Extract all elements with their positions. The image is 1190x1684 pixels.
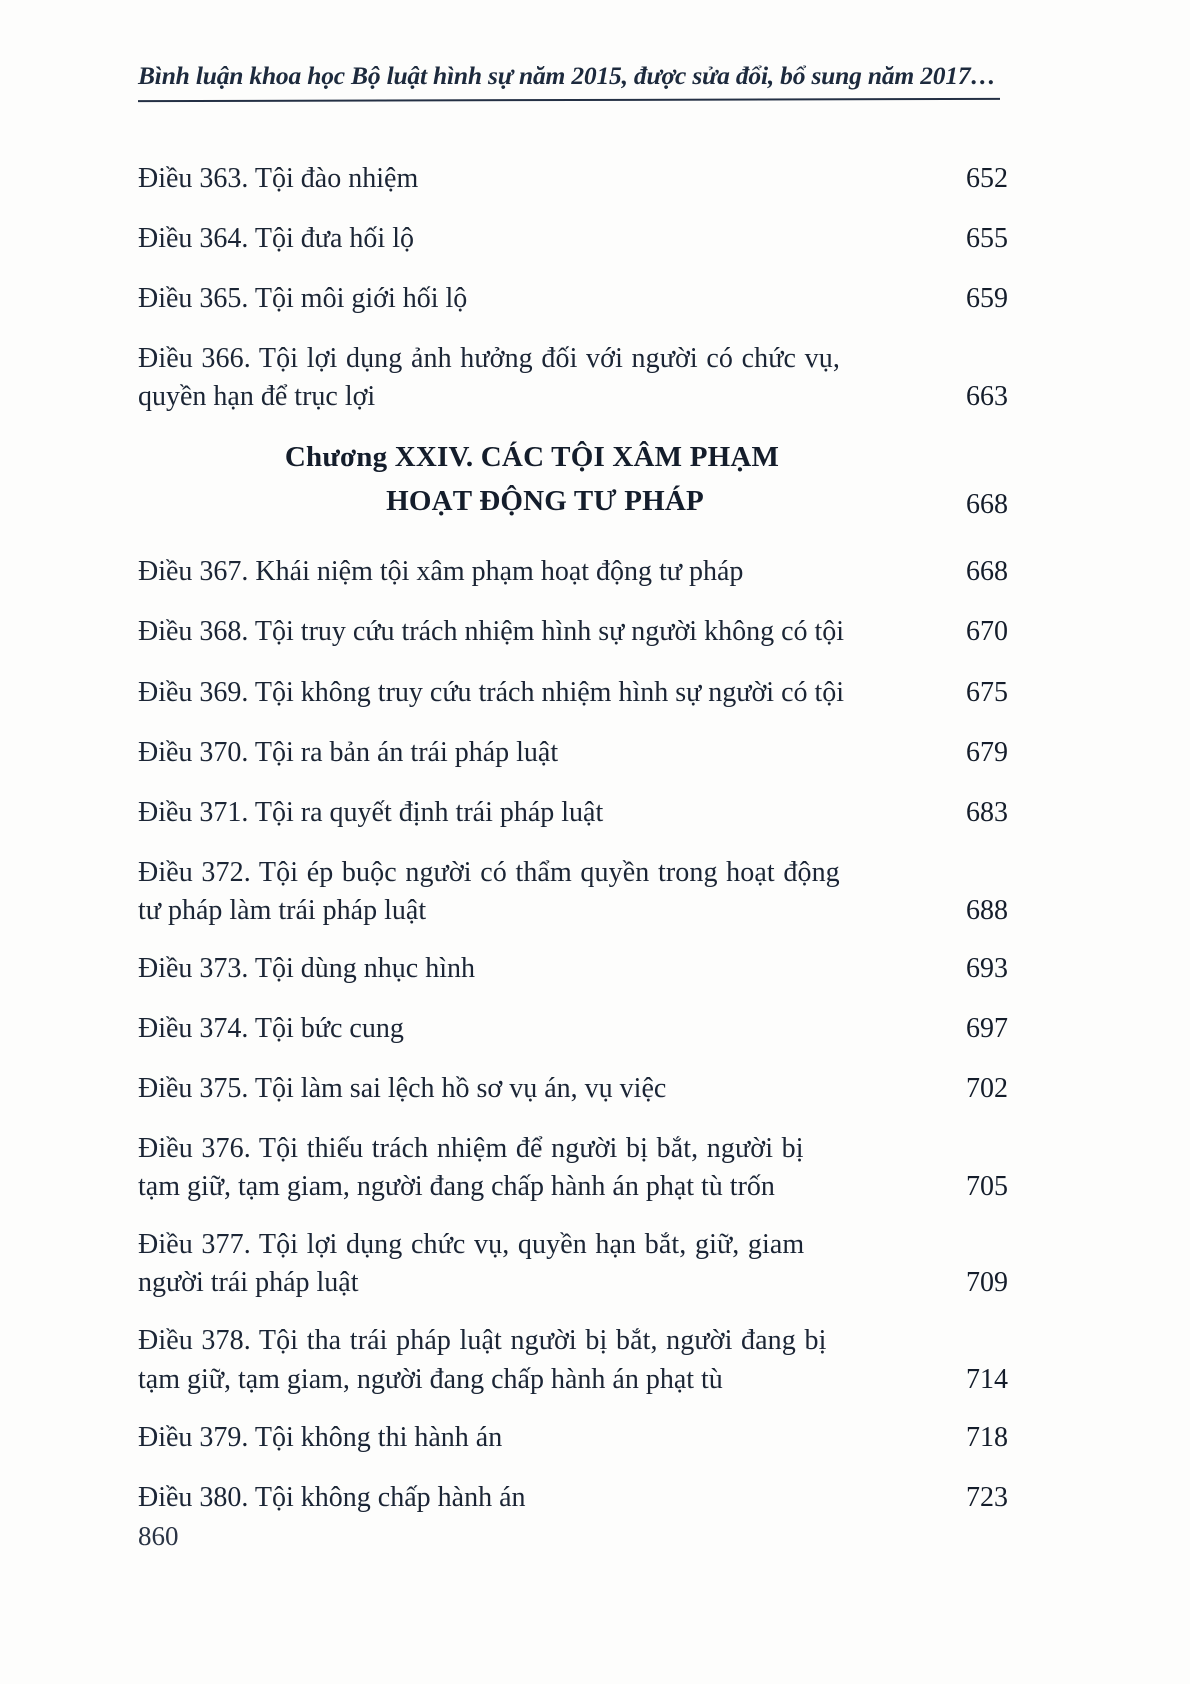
folio-page-number: 860 [138,1521,179,1551]
toc-entry-title-line1: Điều 377. Tội lợi dụng chức vụ, quyền hạn bắt, giữ, giam [138,1229,805,1261]
toc-entry-page: 714 [966,1363,1008,1395]
toc-entry-page: 663 [966,381,1008,413]
chapter-heading-page: 668 [966,489,1008,521]
toc-entry[interactable] [138,1226,1008,1302]
toc-entry-page: 668 [966,556,1008,588]
toc-entry-page: 718 [966,1421,1008,1453]
toc-entry-page: 679 [966,736,1008,768]
toc-entry-title: Điều 371. Tội ra quyết định trái pháp luật [138,796,604,828]
toc-entry-title-line2: tạm giữ, tạm giam, người đang chấp hành án phạt tù [138,1363,723,1395]
toc-entry-page: 702 [966,1073,1008,1105]
toc-entry-page: 697 [966,1013,1008,1045]
toc-entry-title: Điều 370. Tội ra bản án trái pháp luật [138,736,559,768]
toc-entry-title-line1: Điều 376. Tội thiếu trách nhiệm để người bị bắt, người bị [138,1133,804,1165]
toc-entry[interactable] [138,1479,1008,1517]
toc-entry[interactable] [138,734,1008,772]
toc-entry-title: Điều 363. Tội đào nhiệm [138,163,419,194]
toc-entry-page: 723 [966,1481,1008,1513]
toc-entry-title: Điều 369. Tội không truy cứu trách nhiệm hình sự người có tội [138,676,845,708]
toc-entry-title: Điều 365. Tội môi giới hối lộ [138,283,468,315]
chapter-heading-line1: Chương XXIV. CÁC TỘI XÂM PHẠM [284,441,780,474]
toc-entry-page: 705 [966,1171,1008,1203]
toc-entry[interactable] [138,613,1008,651]
toc-entry[interactable] [138,160,1008,198]
chapter-heading-lines [138,436,936,523]
toc-entry-title: Điều 364. Tội đưa hối lộ [138,223,414,255]
toc-entry-page: 675 [966,676,1008,708]
toc-entry-title [138,340,926,416]
toc-entry-title: Điều 373. Tội dùng nhục hình [138,952,476,984]
toc-entry-title-line1: Điều 366. Tội lợi dụng ảnh hưởng đối với người có chức vụ, [138,343,840,375]
toc-entry-title: Điều 367. Khái niệm tội xâm phạm hoạt động tư pháp [138,556,744,588]
toc-entry[interactable] [138,854,1008,930]
toc-entry-page: 683 [966,796,1008,828]
running-head-rule [138,98,1000,102]
toc-entry[interactable] [138,1070,1008,1108]
toc-entry[interactable] [138,280,1008,318]
toc-entry-page: 709 [966,1267,1008,1299]
toc-entry-page: 652 [966,163,1008,194]
toc-entry[interactable] [138,1010,1008,1048]
toc-entry-page: 659 [966,283,1008,315]
toc-entry[interactable] [138,1130,1008,1206]
toc-entry[interactable] [138,794,1008,832]
toc-entry-title-line2: tạm giữ, tạm giam, người đang chấp hành án phạt tù trốn [138,1171,775,1203]
toc-entry-title-line1: Điều 378. Tội tha trái pháp luật người bị bắt, người đang bị [138,1325,827,1357]
toc-entry-title [138,1322,926,1398]
chapter-heading[interactable] [138,436,1008,523]
toc-entry[interactable] [138,553,1008,591]
toc-entry-title: Điều 375. Tội làm sai lệch hồ sơ vụ án, vụ việc [138,1073,667,1105]
toc-entry-page: 670 [966,616,1008,648]
toc-entry-page: 688 [966,894,1008,926]
toc-entry-title: Điều 368. Tội truy cứu trách nhiệm hình sự người không có tội [138,616,845,648]
toc-entry-title [138,854,926,930]
toc-entry-title-line2: tư pháp làm trái pháp luật [138,894,427,926]
toc-entry-title: Điều 379. Tội không thi hành án [138,1421,503,1453]
toc-entry-title [138,1226,926,1302]
chapter-heading-line2: HOẠT ĐỘNG TƯ PHÁP [386,484,704,517]
toc-entry-title: Điều 380. Tội không chấp hành án [138,1481,526,1513]
toc-entry-title: Điều 374. Tội bức cung [138,1013,404,1045]
toc-entry[interactable] [138,220,1008,258]
toc-entry-title-line2: người trái pháp luật [138,1267,359,1299]
toc-entry-title-line2: quyền hạn để trục lợi [138,381,376,413]
running-head-title: Bình luận khoa học Bộ luật hình sự năm 2015, được sửa đổi, bổ sung năm 2017… [138,61,996,90]
toc-entry-title [138,1130,926,1206]
toc-entry[interactable] [138,340,1008,416]
toc-entry-page: 693 [966,952,1008,984]
toc-entry[interactable] [138,1419,1008,1457]
running-head [138,62,1000,101]
toc-entry-page: 655 [966,223,1008,255]
toc-entry-title-line1: Điều 372. Tội ép buộc người có thẩm quyền trong hoạt động [138,856,840,888]
table-of-contents [138,160,1008,1539]
toc-entry[interactable] [138,1322,1008,1398]
toc-entry[interactable] [138,674,1008,712]
toc-entry[interactable] [138,950,1008,988]
